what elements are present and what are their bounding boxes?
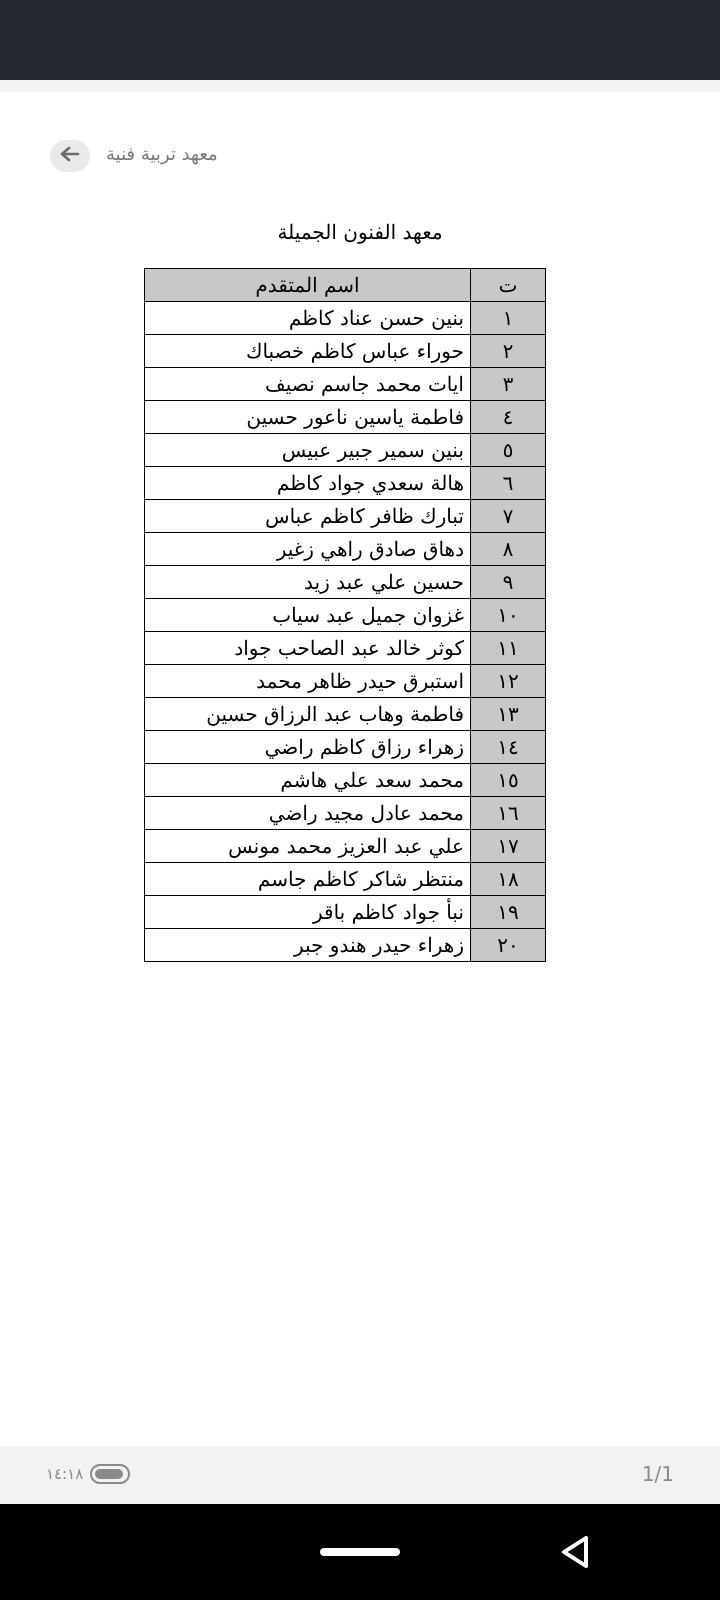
table-header-row (145, 269, 546, 302)
row-number: ٤ (471, 401, 546, 434)
table-row (145, 302, 546, 335)
applicant-name: نبأ جواد كاظم باقر (145, 896, 471, 929)
applicant-name: بنين حسن عناد كاظم (145, 302, 471, 335)
table-row (145, 467, 546, 500)
table-row (145, 335, 546, 368)
applicant-name: فاطمة ياسين ناعور حسين (145, 401, 471, 434)
applicant-name: تبارك ظافر كاظم عباس (145, 500, 471, 533)
row-number: ١٨ (471, 863, 546, 896)
table-row (145, 368, 546, 401)
table-row (145, 764, 546, 797)
status-bar (0, 0, 720, 80)
table-row (145, 731, 546, 764)
table-row (145, 896, 546, 929)
row-number: ١٧ (471, 830, 546, 863)
applicant-name: استبرق حيدر ظاهر محمد (145, 665, 471, 698)
applicants-table (144, 268, 546, 962)
arrow-left-icon (60, 146, 80, 166)
row-number: ١٥ (471, 764, 546, 797)
applicant-name: علي عبد العزيز محمد مونس (145, 830, 471, 863)
applicant-name: هالة سعدي جواد كاظم (145, 467, 471, 500)
table-row (145, 401, 546, 434)
table-body (145, 302, 546, 962)
row-number: ١٤ (471, 731, 546, 764)
viewer-header (0, 130, 720, 186)
toggle-icon[interactable] (90, 1464, 130, 1484)
row-number: ١٢ (471, 665, 546, 698)
applicant-name: غزوان جميل عبد سياب (145, 599, 471, 632)
row-number: ٦ (471, 467, 546, 500)
applicant-name: حوراء عباس كاظم خصباك (145, 335, 471, 368)
row-number: ١١ (471, 632, 546, 665)
table-row (145, 500, 546, 533)
row-number: ١ (471, 302, 546, 335)
applicant-name: منتظر شاكر كاظم جاسم (145, 863, 471, 896)
row-number: ٥ (471, 434, 546, 467)
applicant-name: كوثر خالد عبد الصاحب جواد (145, 632, 471, 665)
applicant-name: ايات محمد جاسم نصيف (145, 368, 471, 401)
table-row (145, 830, 546, 863)
row-number: ٧ (471, 500, 546, 533)
applicant-name: زهراء حيدر هندو جبر (145, 929, 471, 962)
time-label: ١٤:١٨ (46, 1465, 84, 1483)
applicant-name: زهراء رزاق كاظم راضي (145, 731, 471, 764)
applicant-name: فاطمة وهاب عبد الرزاق حسين (145, 698, 471, 731)
row-number: ٢ (471, 335, 546, 368)
table-row (145, 929, 546, 962)
row-number: ٣ (471, 368, 546, 401)
viewer-footer (0, 1446, 720, 1504)
toggle-knob (95, 1469, 123, 1479)
applicant-name: محمد سعد علي هاشم (145, 764, 471, 797)
file-title: معهد تربية فنية (106, 144, 218, 165)
table-row (145, 797, 546, 830)
page-indicator: 1/1 (641, 1462, 674, 1486)
back-button[interactable] (50, 140, 90, 172)
applicant-name: حسين علي عبد زيد (145, 566, 471, 599)
row-number: ٩ (471, 566, 546, 599)
applicant-name: بنين سمير جبير عبيس (145, 434, 471, 467)
row-number: ٨ (471, 533, 546, 566)
navigation-bar (0, 1504, 720, 1600)
row-number: ١٦ (471, 797, 546, 830)
triangle-back-icon[interactable] (556, 1532, 596, 1572)
table-row (145, 698, 546, 731)
table-row (145, 665, 546, 698)
table-row (145, 632, 546, 665)
table-row (145, 566, 546, 599)
applicant-name: دهاق صادق راهي زغير (145, 533, 471, 566)
row-number: ١٣ (471, 698, 546, 731)
row-number: ١٩ (471, 896, 546, 929)
table-row (145, 599, 546, 632)
table-row (145, 434, 546, 467)
column-header-name: اسم المتقدم (145, 269, 471, 302)
document-title: معهد الفنون الجميلة (277, 220, 443, 244)
home-pill-icon[interactable] (320, 1548, 400, 1556)
table-row (145, 863, 546, 896)
status-divider (0, 80, 720, 92)
table-row (145, 533, 546, 566)
applicant-name: محمد عادل مجيد راضي (145, 797, 471, 830)
column-header-number: ت (471, 269, 546, 302)
row-number: ١٠ (471, 599, 546, 632)
row-number: ٢٠ (471, 929, 546, 962)
